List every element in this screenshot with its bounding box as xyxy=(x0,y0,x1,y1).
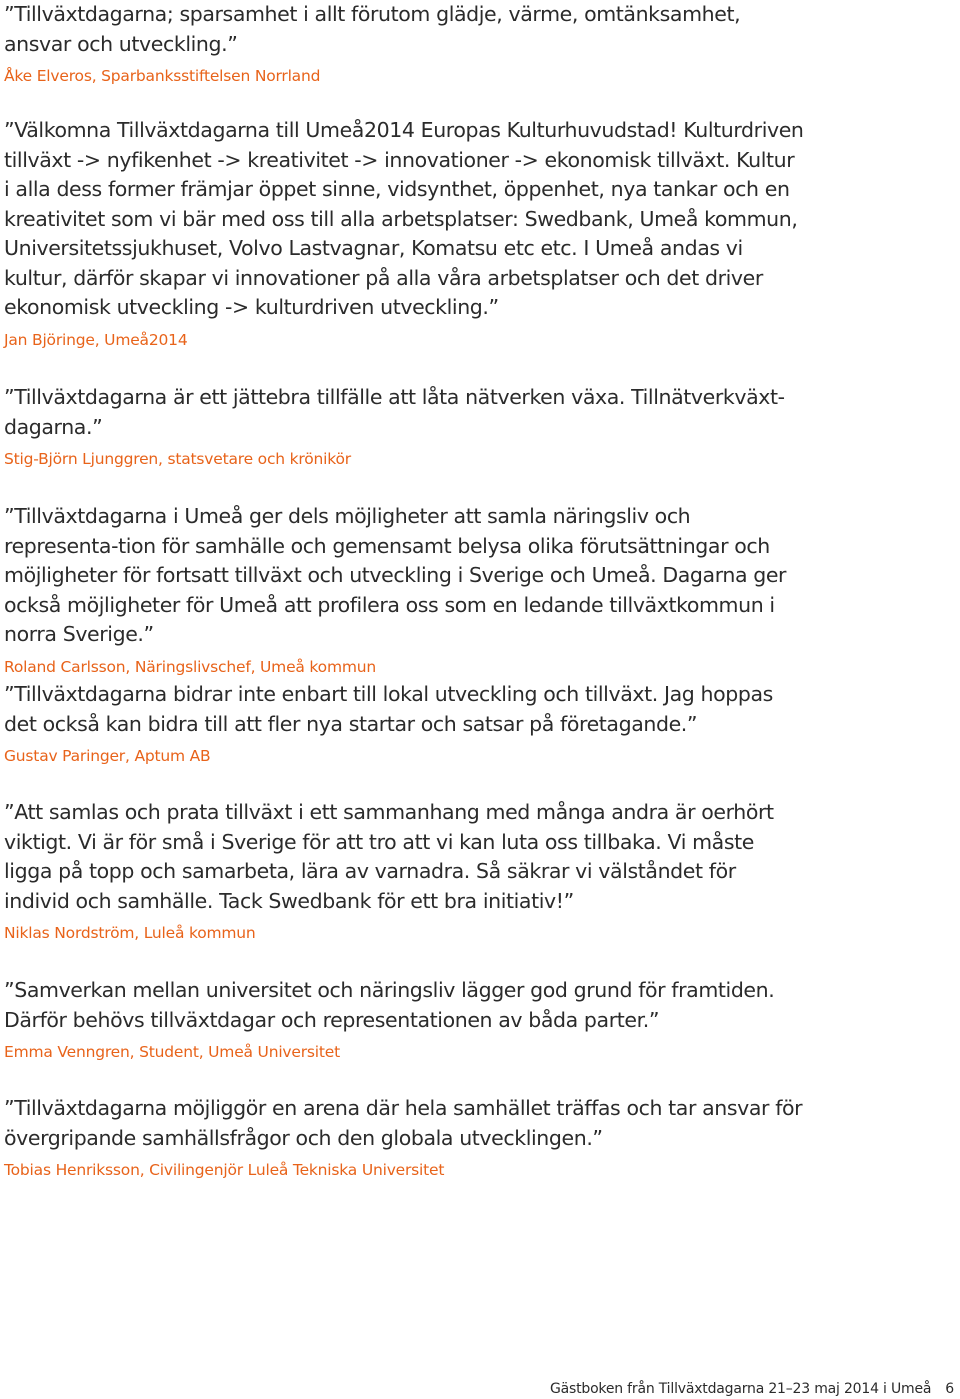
quote-block xyxy=(4,976,804,1062)
quote-block xyxy=(4,502,804,677)
page-number: 6 xyxy=(945,1381,954,1397)
quote-block xyxy=(4,1094,804,1180)
quote-author: Stig-Björn Ljunggren, statsvetare och krönikör xyxy=(4,450,351,468)
page-footer xyxy=(550,1380,954,1398)
quote-block xyxy=(4,116,804,350)
quote-text: ”Tillväxtdagarna; sparsamhet i allt förutom glädje, värme, omtänksamhet, ansvar och utveckling.” xyxy=(4,2,741,56)
quote-block xyxy=(4,680,804,766)
quote-text: ”Tillväxtdagarna i Umeå ger dels möjligheter att samla näringsliv och representa-tion för samhälle och gemensamt belysa olika förutsättningar och möjligheter för fortsatt tillväxt och utveckling i Sverige och Umeå. Dagarna ger också möjligheter för Umeå att profilera oss som en ledande tillväxtkommun i norra Sverige.” xyxy=(4,504,787,646)
footer-publication-title: Gästboken från Tillväxtdagarna 21–23 maj 2014 i Umeå xyxy=(549,1381,932,1397)
quote-author: Emma Venngren, Student, Umeå Universitet xyxy=(4,1043,340,1061)
quote-text: ”Välkomna Tillväxtdagarna till Umeå2014 Europas Kulturhuvudstad! Kulturdriven tillväxt -> nyfikenhet -> kreativitet -> innovationer -> ekonomisk tillväxt. Kultur i alla dess former främjar öppet sinne, vidsynthet, öppenhet, nya tankar och en kreativitet som vi bär med oss till alla arbetsplatser: Swedbank, Umeå kommun, Universitetssjukhuset, Volvo Lastvagnar, Komatsu etc etc. I Umeå andas vi kultur, därför skapar vi innovationer på alla våra arbetsplatser och det driver ekonomisk utveckling -> kulturdriven utveckling.” xyxy=(4,118,804,319)
quote-block xyxy=(4,798,804,943)
quote-text: ”Tillväxtdagarna bidrar inte enbart till lokal utveckling och tillväxt. Jag hoppas det också kan bidra till att fler nya startar och satsar på företagande.” xyxy=(4,682,773,736)
quote-text: ”Att samlas och prata tillväxt i ett sammanhang med många andra är oerhört viktigt. Vi är för små i Sverige för att tro att vi kan luta oss tillbaka. Vi måste ligga på topp och samarbeta, lära av varnadra. Så säkrar vi välståndet för individ och samhälle. Tack Swedbank för ett bra initiativ!” xyxy=(4,800,774,913)
quote-author: Niklas Nordström, Luleå kommun xyxy=(4,924,256,942)
quote-text: ”Tillväxtdagarna är ett jättebra tillfälle att låta nätverken växa. Tillnätverkväxt-dagarna.” xyxy=(4,385,785,439)
quote-author: Gustav Paringer, Aptum AB xyxy=(4,747,211,765)
quote-text: ”Samverkan mellan universitet och näringsliv lägger god grund för framtiden. Därför behövs tillväxtdagar och representationen av båda parter.” xyxy=(4,978,775,1032)
quote-block xyxy=(4,383,804,469)
quote-author: Jan Björinge, Umeå2014 xyxy=(4,330,188,349)
quote-block xyxy=(4,0,804,86)
quote-author: Tobias Henriksson, Civilingenjör Luleå Tekniska Universitet xyxy=(4,1161,445,1179)
quote-author: Åke Elveros, Sparbanksstiftelsen Norrland xyxy=(4,67,321,85)
quote-text: ”Tillväxtdagarna möjliggör en arena där hela samhället träffas och tar ansvar för övergripande samhällsfrågor och den globala utvecklingen.” xyxy=(4,1096,803,1150)
quote-author: Roland Carlsson, Näringslivschef, Umeå kommun xyxy=(4,657,376,676)
